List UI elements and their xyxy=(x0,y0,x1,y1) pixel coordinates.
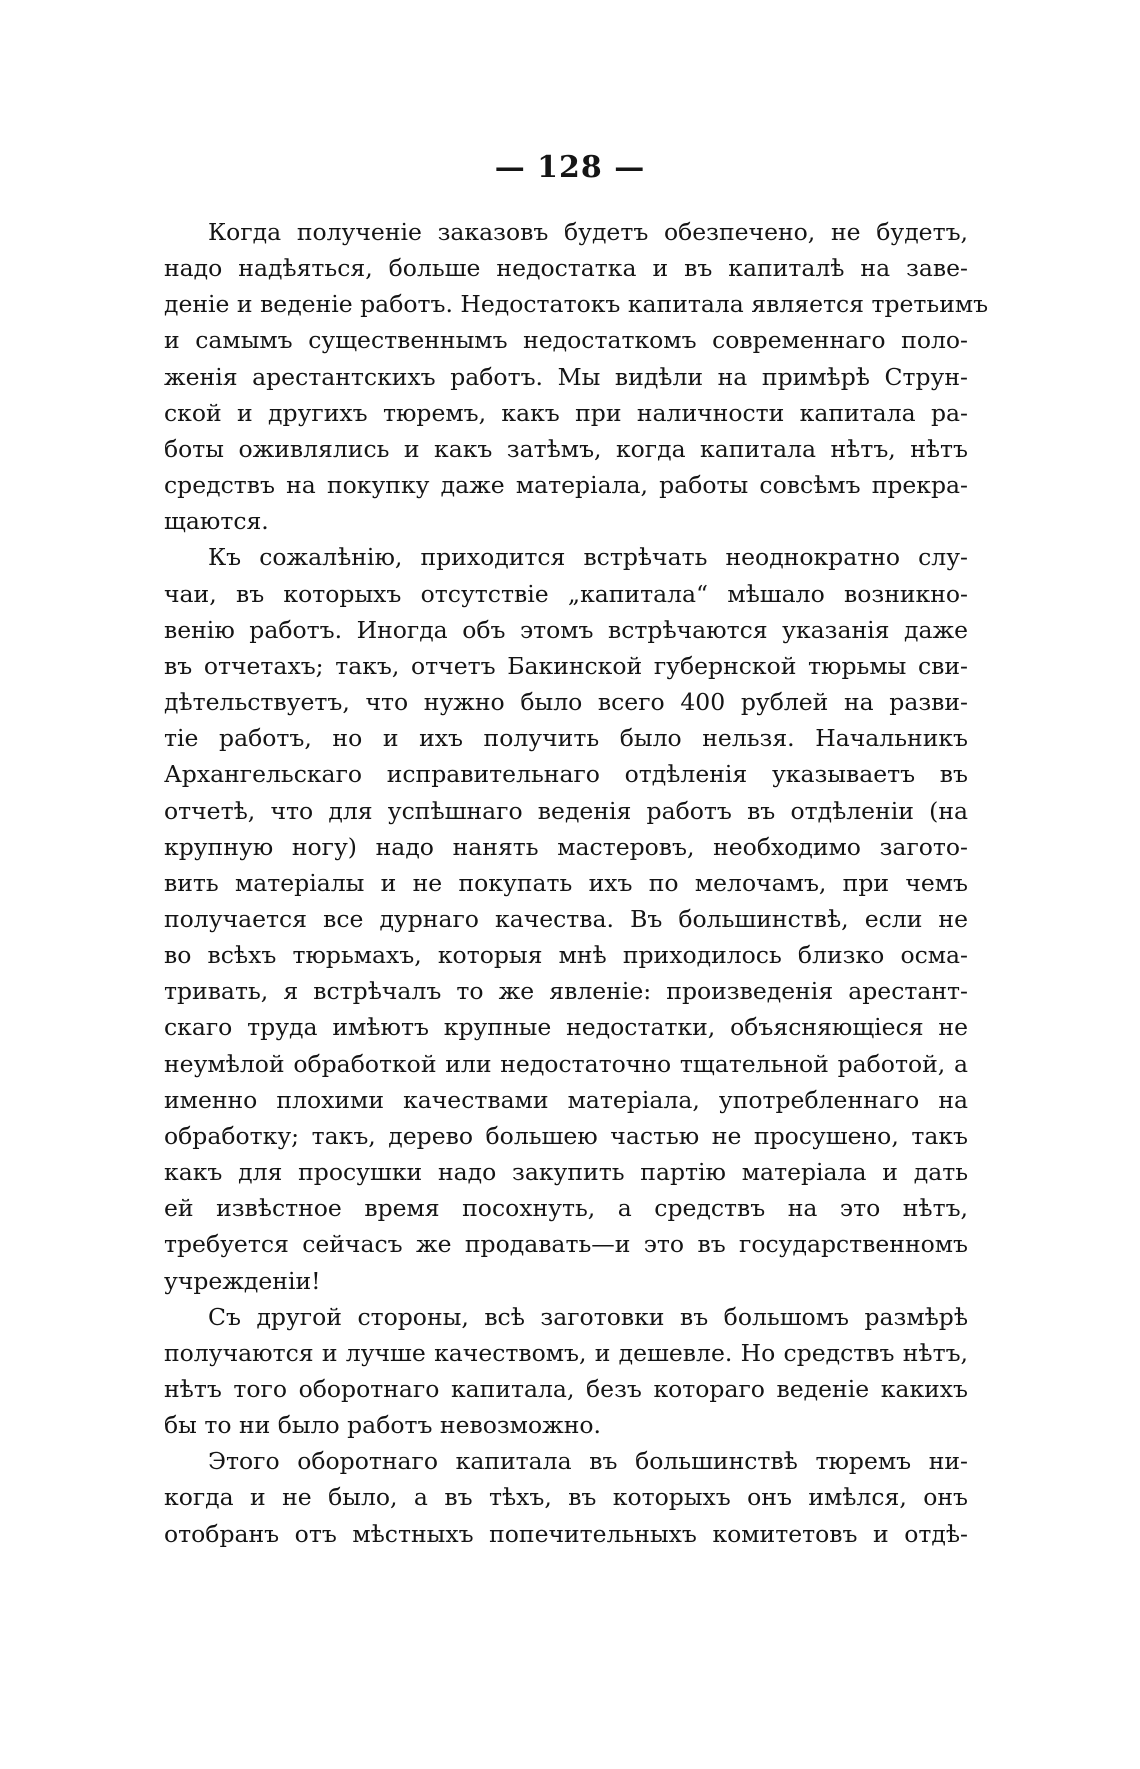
paragraph-1 xyxy=(164,214,989,539)
text-line: Когда полученіе заказовъ будетъ обезпечено, не будетъ, xyxy=(208,218,968,246)
text-line: надо надѣяться, больше недостатка и въ капиталѣ на заве- xyxy=(164,254,968,283)
text-line: отобранъ отъ мѣстныхъ попечительныхъ комитетовъ и отдѣ- xyxy=(164,1519,968,1548)
text-line: въ отчетахъ; такъ, отчетъ Бакинской губернской тюрьмы сви- xyxy=(164,651,968,680)
text-line: дѣтельствуетъ, что нужно было всего 400 рублей на разви- xyxy=(164,688,968,717)
text-line: тіе работъ, но и ихъ получить было нельзя. Начальникъ xyxy=(164,724,968,753)
text-line: отчетѣ, что для успѣшнаго веденія работъ въ отдѣленіи (на xyxy=(164,796,968,825)
paragraph-4 xyxy=(164,1443,968,1551)
text-line: когда и не было, а въ тѣхъ, въ которыхъ онъ имѣлся, онъ xyxy=(164,1483,968,1512)
text-line: требуется сейчасъ же продавать—и это въ государственномъ xyxy=(164,1230,968,1259)
text-line: средствъ на покупку даже матеріала, работы совсѣмъ прекра- xyxy=(164,471,968,500)
text-line: женія арестантскихъ работъ. Мы видѣли на примѣрѣ Струн- xyxy=(164,362,968,391)
text-line: неумѣлой обработкой или недостаточно тщательной работой, а xyxy=(164,1049,968,1078)
text-line: Къ сожалѣнію, приходится встрѣчать неоднократно слу- xyxy=(208,543,968,572)
text-line: обработку; такъ, дерево большею частью не просушено, такъ xyxy=(164,1121,968,1150)
text-line: получается все дурнаго качества. Въ большинствѣ, если не xyxy=(164,904,968,933)
text-line: Архангельскаго исправительнаго отдѣленія указываетъ въ xyxy=(164,760,968,789)
text-line: чаи, въ которыхъ отсутствіе „капитала“ мѣшало возникно- xyxy=(164,579,968,608)
text-line: венію работъ. Иногда объ этомъ встрѣчаются указанія даже xyxy=(164,615,968,644)
text-line: скаго труда имѣютъ крупные недостатки, объясняющіеся не xyxy=(164,1013,968,1042)
text-line: ей извѣстное время посохнуть, а средствъ на это нѣтъ, xyxy=(164,1194,968,1223)
text-line: крупную ногу) надо нанять мастеровъ, необходимо загото- xyxy=(164,832,968,861)
text-line: учрежденіи! xyxy=(164,1266,321,1295)
paragraph-2 xyxy=(164,539,968,1298)
text-line: вить матеріалы и не покупать ихъ по мелочамъ, при чемъ xyxy=(164,868,968,897)
paragraph-3 xyxy=(164,1299,968,1444)
text-line: бы то ни было работъ невозможно. xyxy=(164,1411,601,1440)
text-line: Этого оборотнаго капитала въ большинствѣ тюремъ ни- xyxy=(208,1447,968,1476)
text-line: тривать, я встрѣчалъ то же явленіе: произведенія арестант- xyxy=(164,977,968,1006)
text-line: получаются и лучше качествомъ, и дешевле. Но средствъ нѣтъ, xyxy=(164,1338,968,1367)
text-line: Съ другой стороны, всѣ заготовки въ большомъ размѣрѣ xyxy=(208,1302,968,1331)
text-line: именно плохими качествами матеріала, употребленнаго на xyxy=(164,1085,968,1114)
text-line: какъ для просушки надо закупить партію матеріала и дать xyxy=(164,1158,968,1187)
text-line: щаются. xyxy=(164,507,269,536)
page-number: — 128 — xyxy=(494,150,646,185)
text-line: нѣтъ того оборотнаго капитала, безъ котораго веденіе какихъ xyxy=(164,1375,968,1403)
text-line: боты оживлялись и какъ затѣмъ, когда капитала нѣтъ, нѣтъ xyxy=(164,434,968,463)
text-line: во всѣхъ тюрьмахъ, которыя мнѣ приходилось близко осма- xyxy=(164,941,968,970)
text-line: деніе и веденіе работъ. Недостатокъ капитала является третьимъ xyxy=(164,290,989,319)
text-line: и самымъ существеннымъ недостаткомъ современнаго поло- xyxy=(164,326,968,355)
body-text xyxy=(164,214,989,1552)
text-line: ской и другихъ тюремъ, какъ при наличности капитала ра- xyxy=(164,398,968,427)
